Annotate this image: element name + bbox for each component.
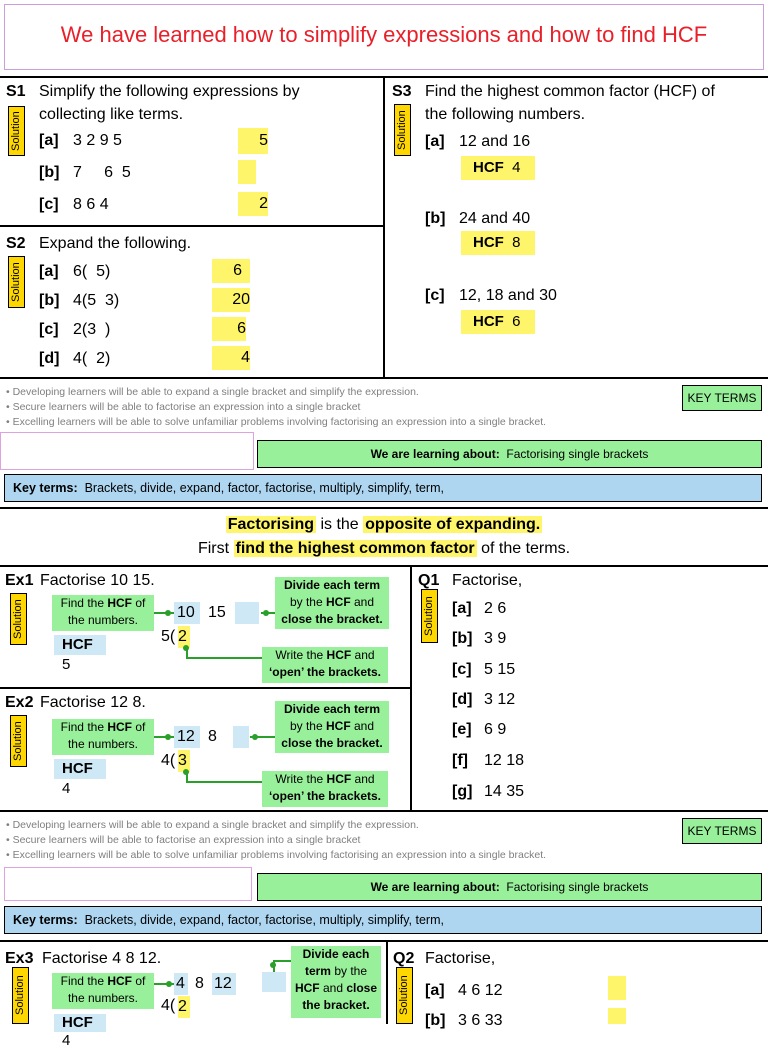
write-note [262,647,388,683]
q1-item-expr: 2 6 [484,600,507,617]
s3-item-label: [b] [425,210,446,227]
s2-item-label: [a] [39,263,59,280]
divider [0,377,768,379]
empty-box [0,432,254,470]
objective-secure: • Secure learners will be able to factorise an expression into a single bracket [6,834,361,846]
learning-box [257,440,762,468]
s2-tag: S2 [6,235,26,252]
term: 8 [195,975,204,992]
s1-prompt: Simplify the following expressions by [39,83,300,100]
s2-item-expr: 4( 2) [73,350,111,367]
q1-item-label: [f] [452,752,468,769]
answer-box [608,1008,626,1024]
write-note [262,771,388,807]
highlight-term: Factorising [227,516,314,533]
note-text: Find the [60,720,108,734]
term: 12 [177,728,195,745]
s2-item-label: [c] [39,321,59,338]
note-text: Find the [60,974,108,988]
ex2-prompt: Factorise 12 8. [40,694,146,711]
ex3-prompt: Factorise 4 8 12. [42,950,162,967]
s2-item-expr: 6( 5) [73,263,111,280]
term-highlight [235,602,259,624]
s3-item-label: [c] [425,287,445,304]
connector-line [186,781,262,783]
objectives [6,385,546,430]
objective-developing: • Developing learners will be able to expand a single bracket and simplify the expression. [6,819,419,831]
hcf-value: 6 [512,313,521,330]
note-text: the bracket. [302,998,370,1012]
connector-dot [165,734,171,740]
ex1-tag: Ex1 [5,572,34,589]
connector-dot [270,962,276,968]
solution-button[interactable]: Solution [394,104,411,156]
term: 4 [176,975,185,992]
connector-dot [165,610,171,616]
s2-item-label: [b] [39,292,60,309]
bracket: 5( [161,628,176,645]
objectives [6,818,546,863]
connector-dot [183,645,189,651]
note-text: HCF [326,648,352,662]
q1-item-label: [b] [452,630,473,647]
ex1-prompt: Factorise 10 15. [40,572,155,589]
s1-item-expr: 3 2 9 5 [73,132,122,149]
answer-box: 2 [238,192,268,216]
hcf-value: 4 [512,159,521,176]
empty-box [4,867,252,901]
connector-line [273,960,291,962]
term-highlight [262,972,286,992]
note-text: Divide each term [283,702,381,716]
key-terms-button[interactable]: KEY TERMS [682,818,762,844]
divider [0,507,768,509]
divider [0,565,768,567]
bracket-inner: 2 [178,996,190,1018]
q1-item-expr: 3 12 [484,691,516,708]
divide-note [291,946,381,1018]
note-text: close [346,981,378,995]
note-text: the numbers. [67,737,139,751]
answer-box: 6 [212,259,250,283]
divider [0,940,768,942]
note-text: HCF [326,595,351,609]
s3-tag: S3 [392,83,412,100]
note-text: of [132,974,146,988]
ex2-tag: Ex2 [5,694,34,711]
key-terms-button[interactable]: KEY TERMS [682,385,762,411]
s1-item-label: [a] [39,132,59,149]
connector-line [154,612,174,614]
q1-item-label: [e] [452,721,472,738]
divider [0,810,768,812]
divider [383,76,385,378]
note-text: of [132,720,146,734]
solution-button[interactable]: Solution [8,256,25,308]
hcf-value: 4 [62,1032,71,1049]
find-hcf-note [52,973,154,1009]
highlight-term: opposite of expanding. [365,516,541,533]
connector-dot [183,769,189,775]
s2-prompt: Expand the following. [39,235,192,252]
learning-label: We are learning about: [370,447,500,461]
bracket: 4( [161,997,176,1014]
s3-item-expr: 24 and 40 [459,210,531,227]
s1-item-label: [c] [39,196,59,213]
s1-item-expr: 8 6 4 [73,196,109,213]
q2-tag: Q2 [393,950,415,967]
note-text: close the bracket. [281,736,383,750]
s2-item-expr: 4(5 3) [73,292,120,309]
bracket-inner: 3 [178,750,190,772]
term: 12 [214,975,232,992]
solution-button[interactable]: Solution [8,106,25,156]
intro-text: of the terms. [481,540,571,557]
solution-button[interactable]: Solution [12,967,29,1024]
s3-item-label: [a] [425,133,445,150]
note-text: HCF [107,720,133,734]
connector-line [154,736,174,738]
note-text: Find the [60,596,108,610]
q1-item-expr: 6 9 [484,721,507,738]
hcf-value: 5 [62,656,71,673]
page-title: We have learned how to simplify expressions and how to find HCF [60,22,708,47]
answer-box: 5 [238,128,268,154]
s2-item-label: [d] [39,350,60,367]
hcf-label: HCF [62,760,93,777]
note-text: HCF [326,772,352,786]
key-terms-label: Key terms: [13,481,78,495]
learning-topic: Factorising single brackets [506,447,649,461]
answer-box: 4 [212,346,250,370]
learning-box [257,873,762,901]
intro-text: is the [320,516,359,533]
divider [0,687,411,689]
hcf-label: HCF [62,636,93,653]
q1-item-label: [d] [452,691,473,708]
answer-box: 6 [212,317,246,341]
note-text: and [350,595,375,609]
objective-secure: • Secure learners will be able to factorise an expression into a single bracket [6,401,361,413]
term: 15 [208,604,226,621]
q1-prompt: Factorise, [452,572,523,589]
q1-item-expr: 14 35 [484,783,525,800]
note-text: close the bracket. [281,612,383,626]
s3-prompt-2: the following numbers. [425,106,586,123]
note-text: term [304,964,331,978]
hcf-label: HCF [473,313,504,330]
objective-excelling: • Excelling learners will be able to solve unfamiliar problems involving factorising an expression into a single bracket. [6,849,547,861]
q1-item-expr: 3 9 [484,630,507,647]
note-text: HCF [107,596,133,610]
divider [386,940,388,1024]
q1-item-expr: 12 18 [484,752,525,769]
note-text: Write the [275,648,327,662]
find-hcf-note [52,719,154,755]
key-terms-list: Brackets, divide, expand, factor, factorise, multiply, simplify, term, [84,913,444,927]
divide-note [275,701,389,753]
s1-item-expr: 7 6 5 [73,164,131,181]
solution-button[interactable]: Solution [10,715,27,767]
hcf-box [54,635,106,673]
key-terms-label: Key terms: [13,913,78,927]
bracket: 4( [161,752,176,769]
note-text: the numbers. [67,613,139,627]
q2-item-expr: 4 6 12 [458,982,503,999]
answer-box [238,160,256,184]
hcf-label: HCF [473,159,504,176]
term: 8 [208,728,217,745]
note-text: Divide each [302,947,370,961]
s1-item-label: [b] [39,164,60,181]
q2-item-label: [a] [425,982,445,999]
q1-item-label: [a] [452,600,472,617]
hcf-box [54,759,106,797]
note-text: HCF [294,981,320,995]
divide-note [275,577,389,629]
s2-item-expr: 2(3 ) [73,321,111,338]
note-text: ‘open’ the brackets. [268,665,382,679]
note-text: the numbers. [67,991,139,1005]
ex3-tag: Ex3 [5,950,34,967]
term: 10 [177,604,195,621]
intro-line-1 [0,514,768,536]
solution-button[interactable]: Solution [396,967,413,1024]
note-text: and [351,772,375,786]
hcf-label: HCF [473,234,504,251]
learning-topic: Factorising single brackets [506,880,649,894]
s3-prompt: Find the highest common factor (HCF) of [425,83,715,100]
hcf-answer [461,310,535,334]
key-terms-box [4,906,762,934]
note-text: and [350,719,375,733]
intro-line-2 [0,538,768,560]
term-highlight [233,726,249,748]
bracket-inner: 2 [178,626,190,648]
hcf-value: 4 [62,780,71,797]
hcf-box [54,1014,106,1049]
key-terms-box [4,474,762,502]
connector-dot [263,610,269,616]
solution-button[interactable]: Solution [10,593,27,645]
hcf-answer [461,231,535,255]
note-text: by the [289,719,326,733]
objective-developing: • Developing learners will be able to expand a single bracket and simplify the expression. [6,386,419,398]
connector-dot [252,734,258,740]
note-text: of [132,596,146,610]
note-text: Write the [275,772,327,786]
connector-line [186,657,262,659]
find-hcf-note [52,595,154,631]
q2-item-expr: 3 6 33 [458,1012,503,1029]
s3-item-expr: 12 and 16 [459,133,531,150]
answer-box: 20 [212,288,250,312]
connector-dot [166,981,172,987]
note-text: by the [289,595,326,609]
note-text: and [319,981,347,995]
answer-box [608,976,626,1000]
s3-item-expr: 12, 18 and 30 [459,287,557,304]
learning-label: We are learning about: [370,880,500,894]
key-terms-list: Brackets, divide, expand, factor, factorise, multiply, simplify, term, [84,481,444,495]
divider [0,225,384,227]
q2-item-label: [b] [425,1012,446,1029]
objective-excelling: • Excelling learners will be able to solve unfamiliar problems involving factorising an expression into a single bracket. [6,416,547,428]
hcf-label: HCF [62,1014,93,1031]
s1-tag: S1 [6,83,26,100]
s1-prompt-2: collecting like terms. [39,106,184,123]
note-text: by the [330,964,368,978]
highlight-term: find the highest common factor [235,540,475,557]
q1-item-label: [c] [452,661,472,678]
q1-item-expr: 5 15 [484,661,516,678]
note-text: Divide each term [283,578,381,592]
q2-prompt: Factorise, [425,950,496,967]
note-text: HCF [107,974,133,988]
hcf-answer [461,156,535,180]
note-text: HCF [326,719,351,733]
note-text: ‘open’ the brackets. [268,789,382,803]
q1-item-label: [g] [452,783,473,800]
solution-button[interactable]: Solution [421,589,438,643]
q1-tag: Q1 [418,572,440,589]
hcf-value: 8 [512,234,521,251]
note-text: and [351,648,375,662]
intro-text: First [197,540,230,557]
